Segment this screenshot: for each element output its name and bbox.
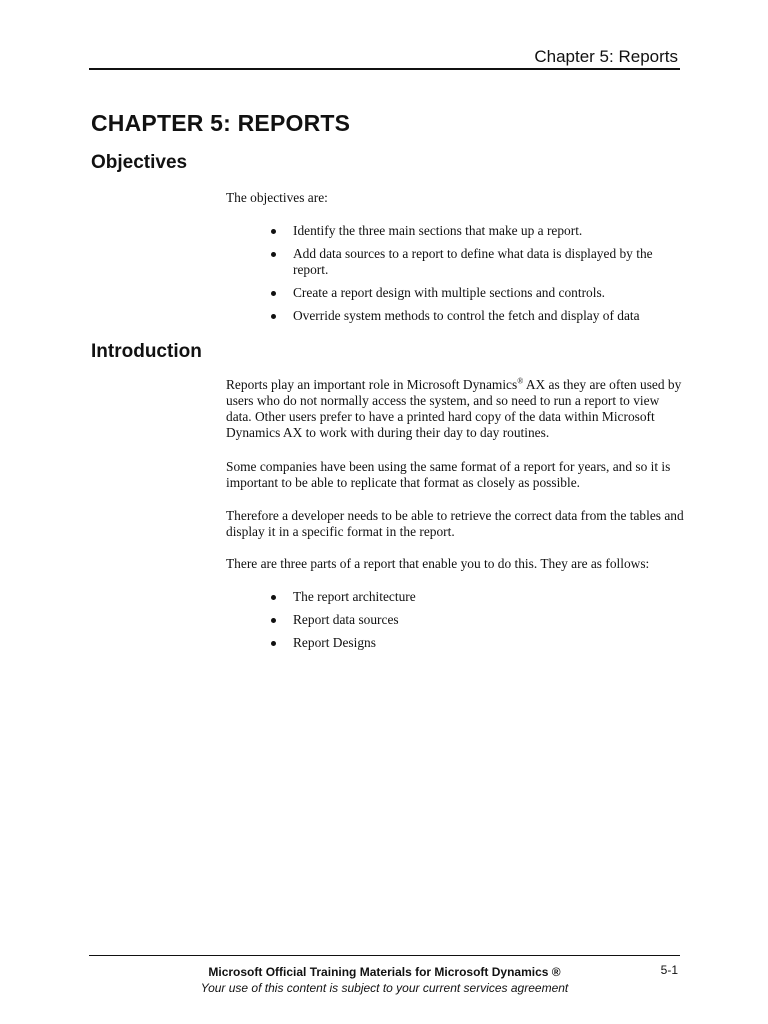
registered-mark: ®: [517, 376, 524, 386]
objective-item: [271, 308, 671, 324]
objectives-heading: Objectives: [91, 152, 188, 173]
objective-text: Add data sources to a report to define what data is displayed by the report.: [293, 246, 653, 277]
report-part-text: Report Designs: [293, 635, 376, 650]
bullet-icon: [271, 229, 276, 234]
chapter-title: CHAPTER 5: REPORTS: [91, 110, 351, 136]
report-parts-list: [271, 589, 671, 658]
objective-item: [271, 246, 671, 278]
page-number: 5-1: [660, 963, 678, 977]
objective-text: Identify the three main sections that make up a report.: [293, 223, 583, 238]
header-rule: [89, 68, 680, 70]
footer-title: Microsoft Official Training Materials for Microsoft Dynamics ®: [208, 965, 561, 979]
introduction-paragraph-1: [226, 377, 686, 441]
objectives-intro: The objectives are:: [226, 190, 328, 205]
bullet-icon: [271, 595, 276, 600]
introduction-paragraph-2: Some companies have been using the same format of a report for years, and so it is important to be able to replicate that format as closely as possible.: [226, 459, 671, 490]
footer-notice: Your use of this content is subject to your current services agreement: [200, 981, 569, 995]
bullet-icon: [271, 314, 276, 319]
report-part-text: The report architecture: [293, 589, 416, 604]
running-header: Chapter 5: Reports: [534, 47, 678, 66]
report-part-item: [271, 635, 671, 651]
report-part-text: Report data sources: [293, 612, 399, 627]
report-part-item: [271, 612, 671, 628]
bullet-icon: [271, 618, 276, 623]
objective-text: Create a report design with multiple sections and controls.: [293, 285, 605, 300]
paragraph-text: AX as they are often used by users who do not normally access the system, and so need to run a report to view data. Other users prefer to have a printed hard copy of the data within Microsoft Dynamics AX to work with during their day to day routines.: [226, 377, 682, 440]
paragraph-text: Reports play an important role in Microsoft Dynamics: [226, 377, 518, 392]
objectives-list: [271, 223, 671, 331]
objective-text: Override system methods to control the fetch and display of data: [293, 308, 640, 323]
objective-item: [271, 223, 671, 239]
footer-rule: [89, 955, 680, 956]
introduction-paragraph-4: There are three parts of a report that enable you to do this. They are as follows:: [226, 556, 650, 571]
report-part-item: [271, 589, 671, 605]
introduction-heading: Introduction: [91, 341, 202, 362]
bullet-icon: [271, 641, 276, 646]
bullet-icon: [271, 252, 276, 257]
introduction-paragraph-3: Therefore a developer needs to be able to retrieve the correct data from the tables and display it in a specific format in the report.: [226, 508, 684, 539]
objective-item: [271, 285, 671, 301]
bullet-icon: [271, 291, 276, 296]
